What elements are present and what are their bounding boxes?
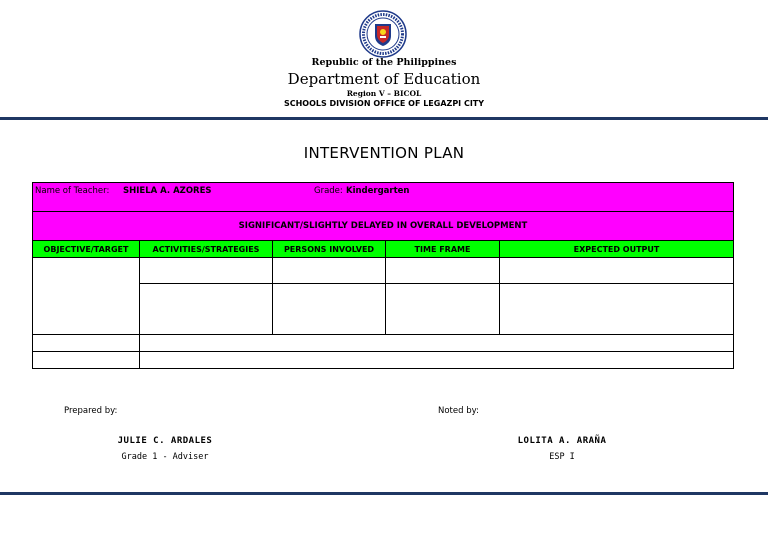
footer-divider	[0, 492, 768, 495]
grade-label: Grade:	[314, 186, 343, 196]
column-header-expected-output: EXPECTED OUTPUT	[499, 240, 734, 258]
teacher-label: Name of Teacher:	[35, 186, 110, 196]
department-heading: Department of Education	[287, 70, 481, 88]
activities-cell-1[interactable]	[139, 257, 273, 284]
deped-seal-logo	[359, 10, 407, 58]
objective-cell[interactable]	[32, 257, 140, 335]
division-heading: SCHOOLS DIVISION OFFICE OF LEGAZPI CITY	[283, 99, 485, 108]
activities-cell-2[interactable]	[139, 283, 273, 335]
intervention-plan-table	[32, 182, 734, 368]
time-frame-cell-2[interactable]	[385, 283, 500, 335]
column-header-activities: ACTIVITIES/STRATEGIES	[139, 240, 273, 258]
expected-output-cell-2[interactable]	[499, 283, 734, 335]
noted-by-label: Noted by:	[438, 406, 479, 416]
category-label: SIGNIFICANT/SLIGHTLY DELAYED IN OVERALL DEVELOPMENT	[238, 221, 528, 231]
time-frame-cell-1[interactable]	[385, 257, 500, 284]
header-divider	[0, 117, 768, 120]
page-title: INTERVENTION PLAN	[303, 144, 465, 162]
extra-value-cell-1[interactable]	[139, 334, 734, 352]
category-row	[32, 211, 734, 241]
grade-value: Kindergarten	[346, 186, 410, 196]
persons-cell-2[interactable]	[272, 283, 386, 335]
extra-label-cell-1[interactable]	[32, 334, 140, 352]
expected-output-cell-1[interactable]	[499, 257, 734, 284]
column-header-persons: PERSONS INVOLVED	[272, 240, 386, 258]
teacher-info-row	[32, 182, 734, 212]
prepared-by-role: Grade 1 - Adviser	[121, 452, 209, 462]
column-header-time-frame: TIME FRAME	[385, 240, 500, 258]
column-header-objective: OBJECTIVE/TARGET	[32, 240, 140, 258]
persons-cell-1[interactable]	[272, 257, 386, 284]
noted-by-role: ESP I	[549, 452, 575, 462]
region-heading: Region V – BICOL	[346, 89, 422, 98]
teacher-value: SHIELA A. AZORES	[123, 186, 212, 196]
noted-by-name: LOLITA A. ARAÑA	[517, 436, 607, 446]
prepared-by-name: JULIE C. ARDALES	[117, 436, 213, 446]
prepared-by-label: Prepared by:	[64, 406, 118, 416]
extra-label-cell-2[interactable]	[32, 351, 140, 369]
republic-heading: Republic of the Philippines	[311, 57, 457, 68]
extra-value-cell-2[interactable]	[139, 351, 734, 369]
